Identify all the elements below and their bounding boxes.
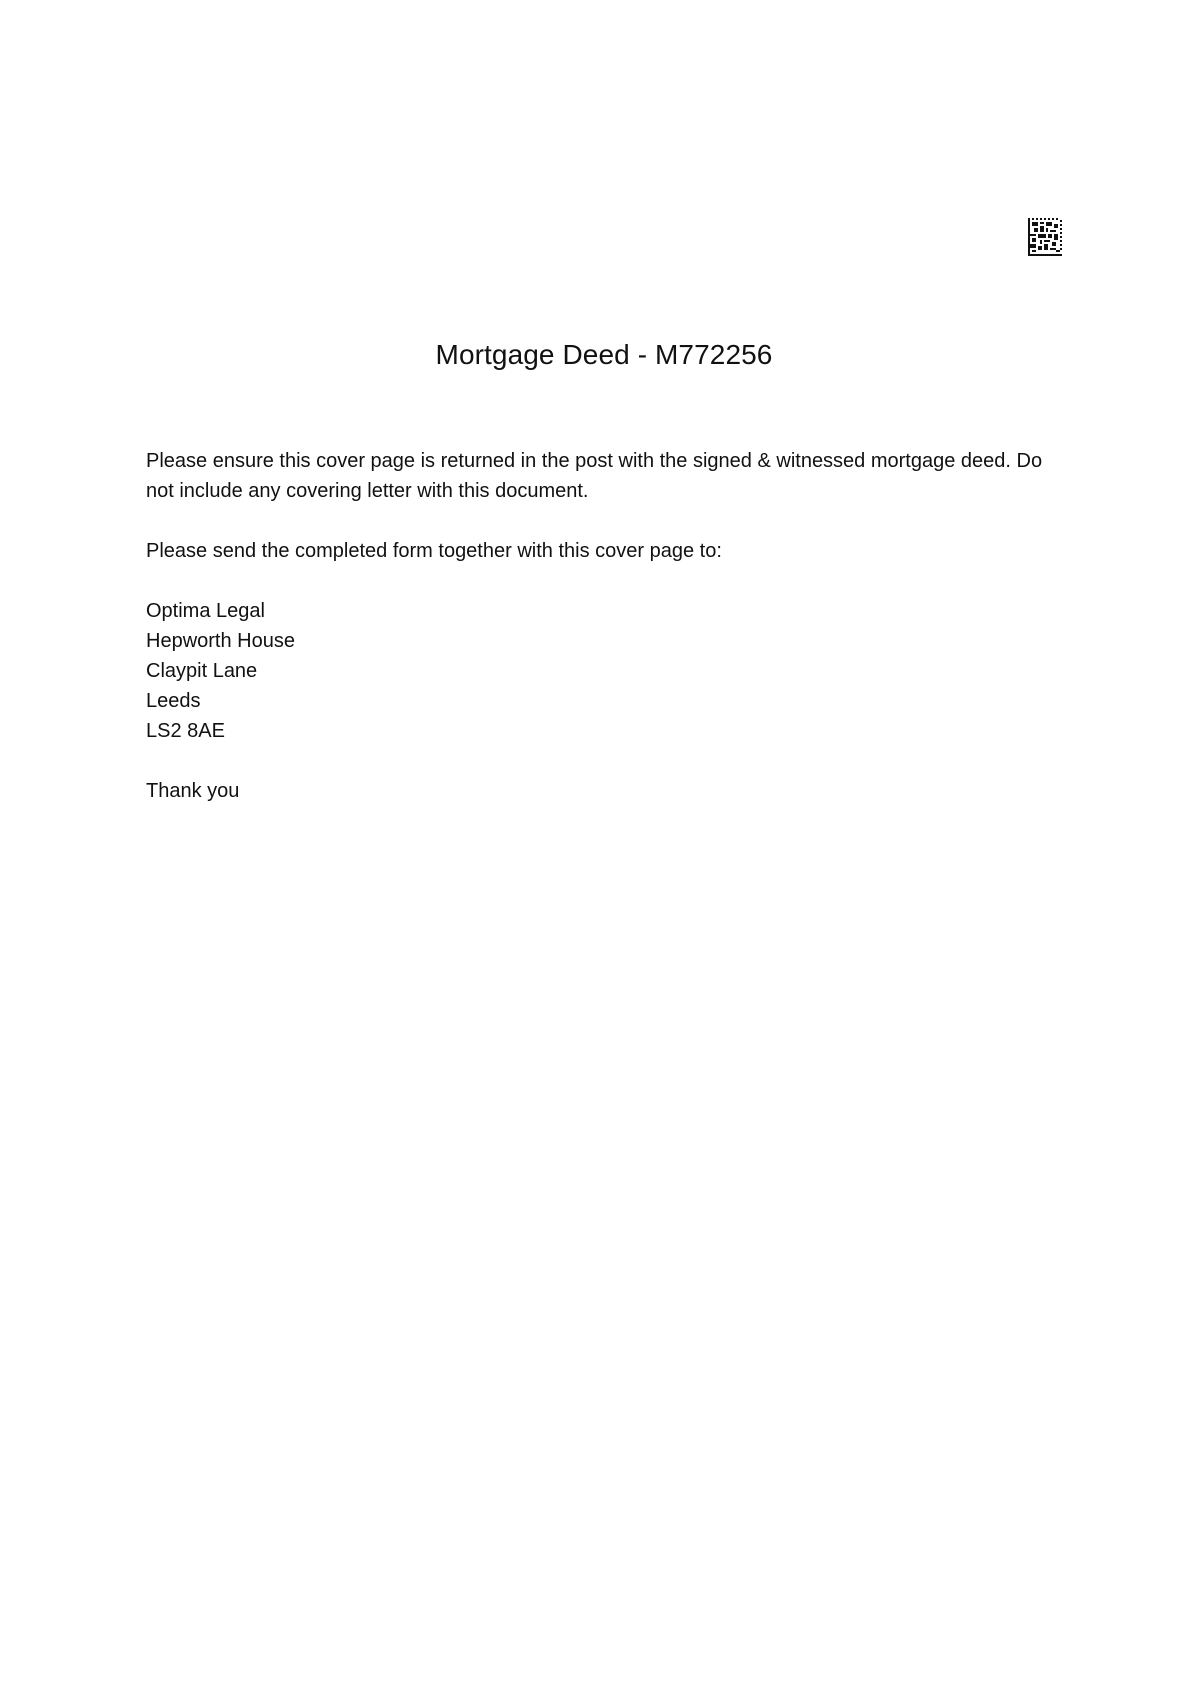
- send-to-intro: Please send the completed form together with this cover page to:: [146, 540, 722, 562]
- data-matrix-barcode-icon: [1028, 218, 1062, 256]
- address-line: Hepworth House: [146, 630, 295, 652]
- document-title: Mortgage Deed - M772256: [435, 339, 773, 370]
- mailing-address: [146, 596, 1066, 746]
- address-line: LS2 8AE: [146, 720, 225, 742]
- address-line: Claypit Lane: [146, 660, 258, 682]
- address-line: Leeds: [146, 690, 201, 712]
- document-body: [146, 446, 1066, 836]
- return-instructions: Please ensure this cover page is returned in the post with the signed & witnessed mortgage deed. Do not include any covering letter with this document.: [146, 450, 1043, 502]
- closing-text: Thank you: [146, 780, 240, 802]
- address-line: Optima Legal: [146, 600, 265, 622]
